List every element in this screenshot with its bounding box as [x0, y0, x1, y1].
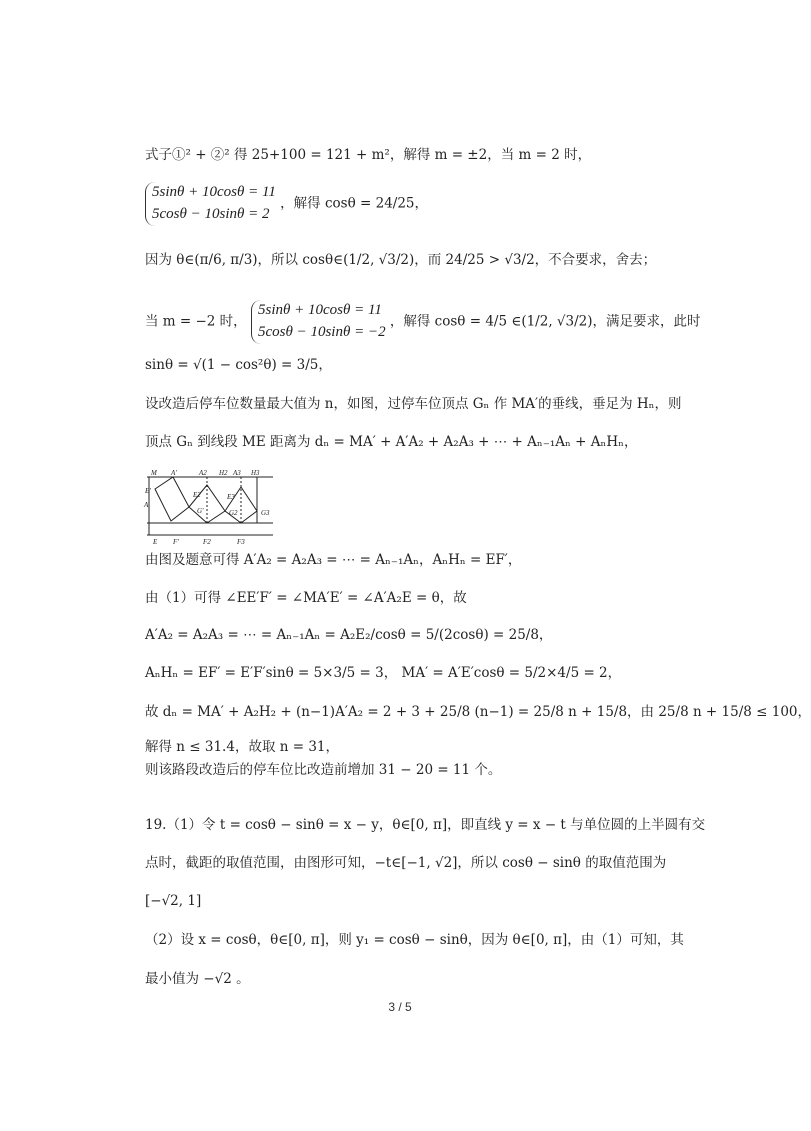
text-line-1: 式子①² + ②² 得 25+100 = 121 + m²，解得 m = ±2，当 m = 2 时， [145, 147, 592, 163]
label-H3: H3 [251, 469, 260, 477]
text-line-4 [145, 300, 740, 344]
label-G-prime: G' [197, 507, 204, 515]
text-line-2-tail: ，解得 cosθ = 24/25， [280, 195, 429, 212]
text-line-19: 最小值为 −√2 。 [145, 971, 250, 987]
text-line-13: 解得 n ≤ 31.4，故取 n = 31， [145, 739, 339, 755]
text-line-3: 因为 θ∈(π/6, π/3)，所以 cosθ∈(1/2, √3/2)，而 24/25 > √3/2，不合要求，舍去； [145, 252, 657, 268]
label-F2: F2 [203, 538, 211, 546]
text-line-18: （2）设 x = cosθ，θ∈[0, π]，则 y₁ = cosθ − sinθ，因为 θ∈[0, π]，由（1）可知，其 [145, 932, 684, 948]
label-E-prime: E' [145, 487, 151, 495]
text-line-5: sinθ = √(1 − cos²θ) = 3/5， [145, 357, 332, 373]
label-G2: G2 [229, 509, 238, 517]
text-line-15: 19.（1）令 t = cosθ − sinθ = x − y，θ∈[0, π]，即直线 y = x − t 与单位圆的上半圆有交 [145, 817, 706, 833]
label-E2: E2 [193, 491, 201, 499]
label-G3: G3 [261, 509, 270, 517]
label-M: M [151, 469, 157, 477]
label-F3: F3 [237, 538, 245, 546]
text-line-16: 点时，截距的取值范围，由图形可知，−t∈[−1, √2]，所以 cosθ − sinθ 的取值范围为 [145, 855, 667, 871]
text-line-9: 由（1）可得 ∠EE′F′ = ∠MA′E′ = ∠A′A₂E = θ，故 [145, 590, 467, 606]
text-line-4-tail: ，解得 cosθ = 4/5 ∈(1/2, √3/2)，满足要求，此时 [389, 313, 701, 330]
text-line-2 [145, 182, 740, 226]
label-E3: E3 [227, 493, 235, 501]
label-H2: H2 [219, 469, 228, 477]
equation-system-2: 5sinθ + 10cosθ = 11 5cosθ − 10sinθ = −2 [251, 300, 386, 344]
label-A: A [144, 501, 149, 509]
label-A2: A2 [199, 469, 207, 477]
text-line-10: A′A₂ = A₂A₃ = ⋯ = Aₙ₋₁Aₙ = A₂E₂/cosθ = 5/(2cosθ) = 25/8， [145, 627, 553, 643]
parking-diagram [145, 467, 275, 545]
text-line-6: 设改造后停车位数量最大值为 n，如图，过停车位顶点 Gₙ 作 MA′的垂线，垂足为 Hₙ，则 [145, 396, 682, 412]
text-line-17: [−√2, 1] [145, 893, 202, 909]
label-F-prime: F' [173, 538, 179, 546]
text-line-12: 故 dₙ = MA′ + A₂H₂ + (n−1)A′A₂ = 2 + 3 + 25/8 (n−1) = 25/8 n + 15/8，由 25/8 n + 15/8 ≤ 100， [145, 704, 811, 720]
label-E: E [153, 538, 158, 546]
text-line-8: 由图及题意可得 A′A₂ = A₂A₃ = ⋯ = Aₙ₋₁Aₙ，AₙHₙ = EF′， [145, 552, 522, 568]
text-line-14: 则该路段改造后的停车位比改造前增加 31 − 20 = 11 个。 [145, 762, 502, 778]
label-A3: A3 [233, 469, 241, 477]
text-line-7: 顶点 Gₙ 到线段 ME 距离为 dₙ = MA′ + A′A₂ + A₂A₃ + ⋯ + Aₙ₋₁Aₙ + AₙHₙ， [145, 434, 638, 450]
text-line-11: AₙHₙ = EF′ = E′F′sinθ = 5×3/5 = 3， MA′ = A′E′cosθ = 5/2×4/5 = 2， [145, 665, 622, 681]
label-A-prime: A' [171, 469, 177, 477]
text-line-4-head: 当 m = −2 时， [145, 313, 247, 330]
page-number: 3 / 5 [388, 1000, 412, 1014]
equation-system-1: 5sinθ + 10cosθ = 11 5cosθ − 10sinθ = 2 [145, 182, 276, 226]
